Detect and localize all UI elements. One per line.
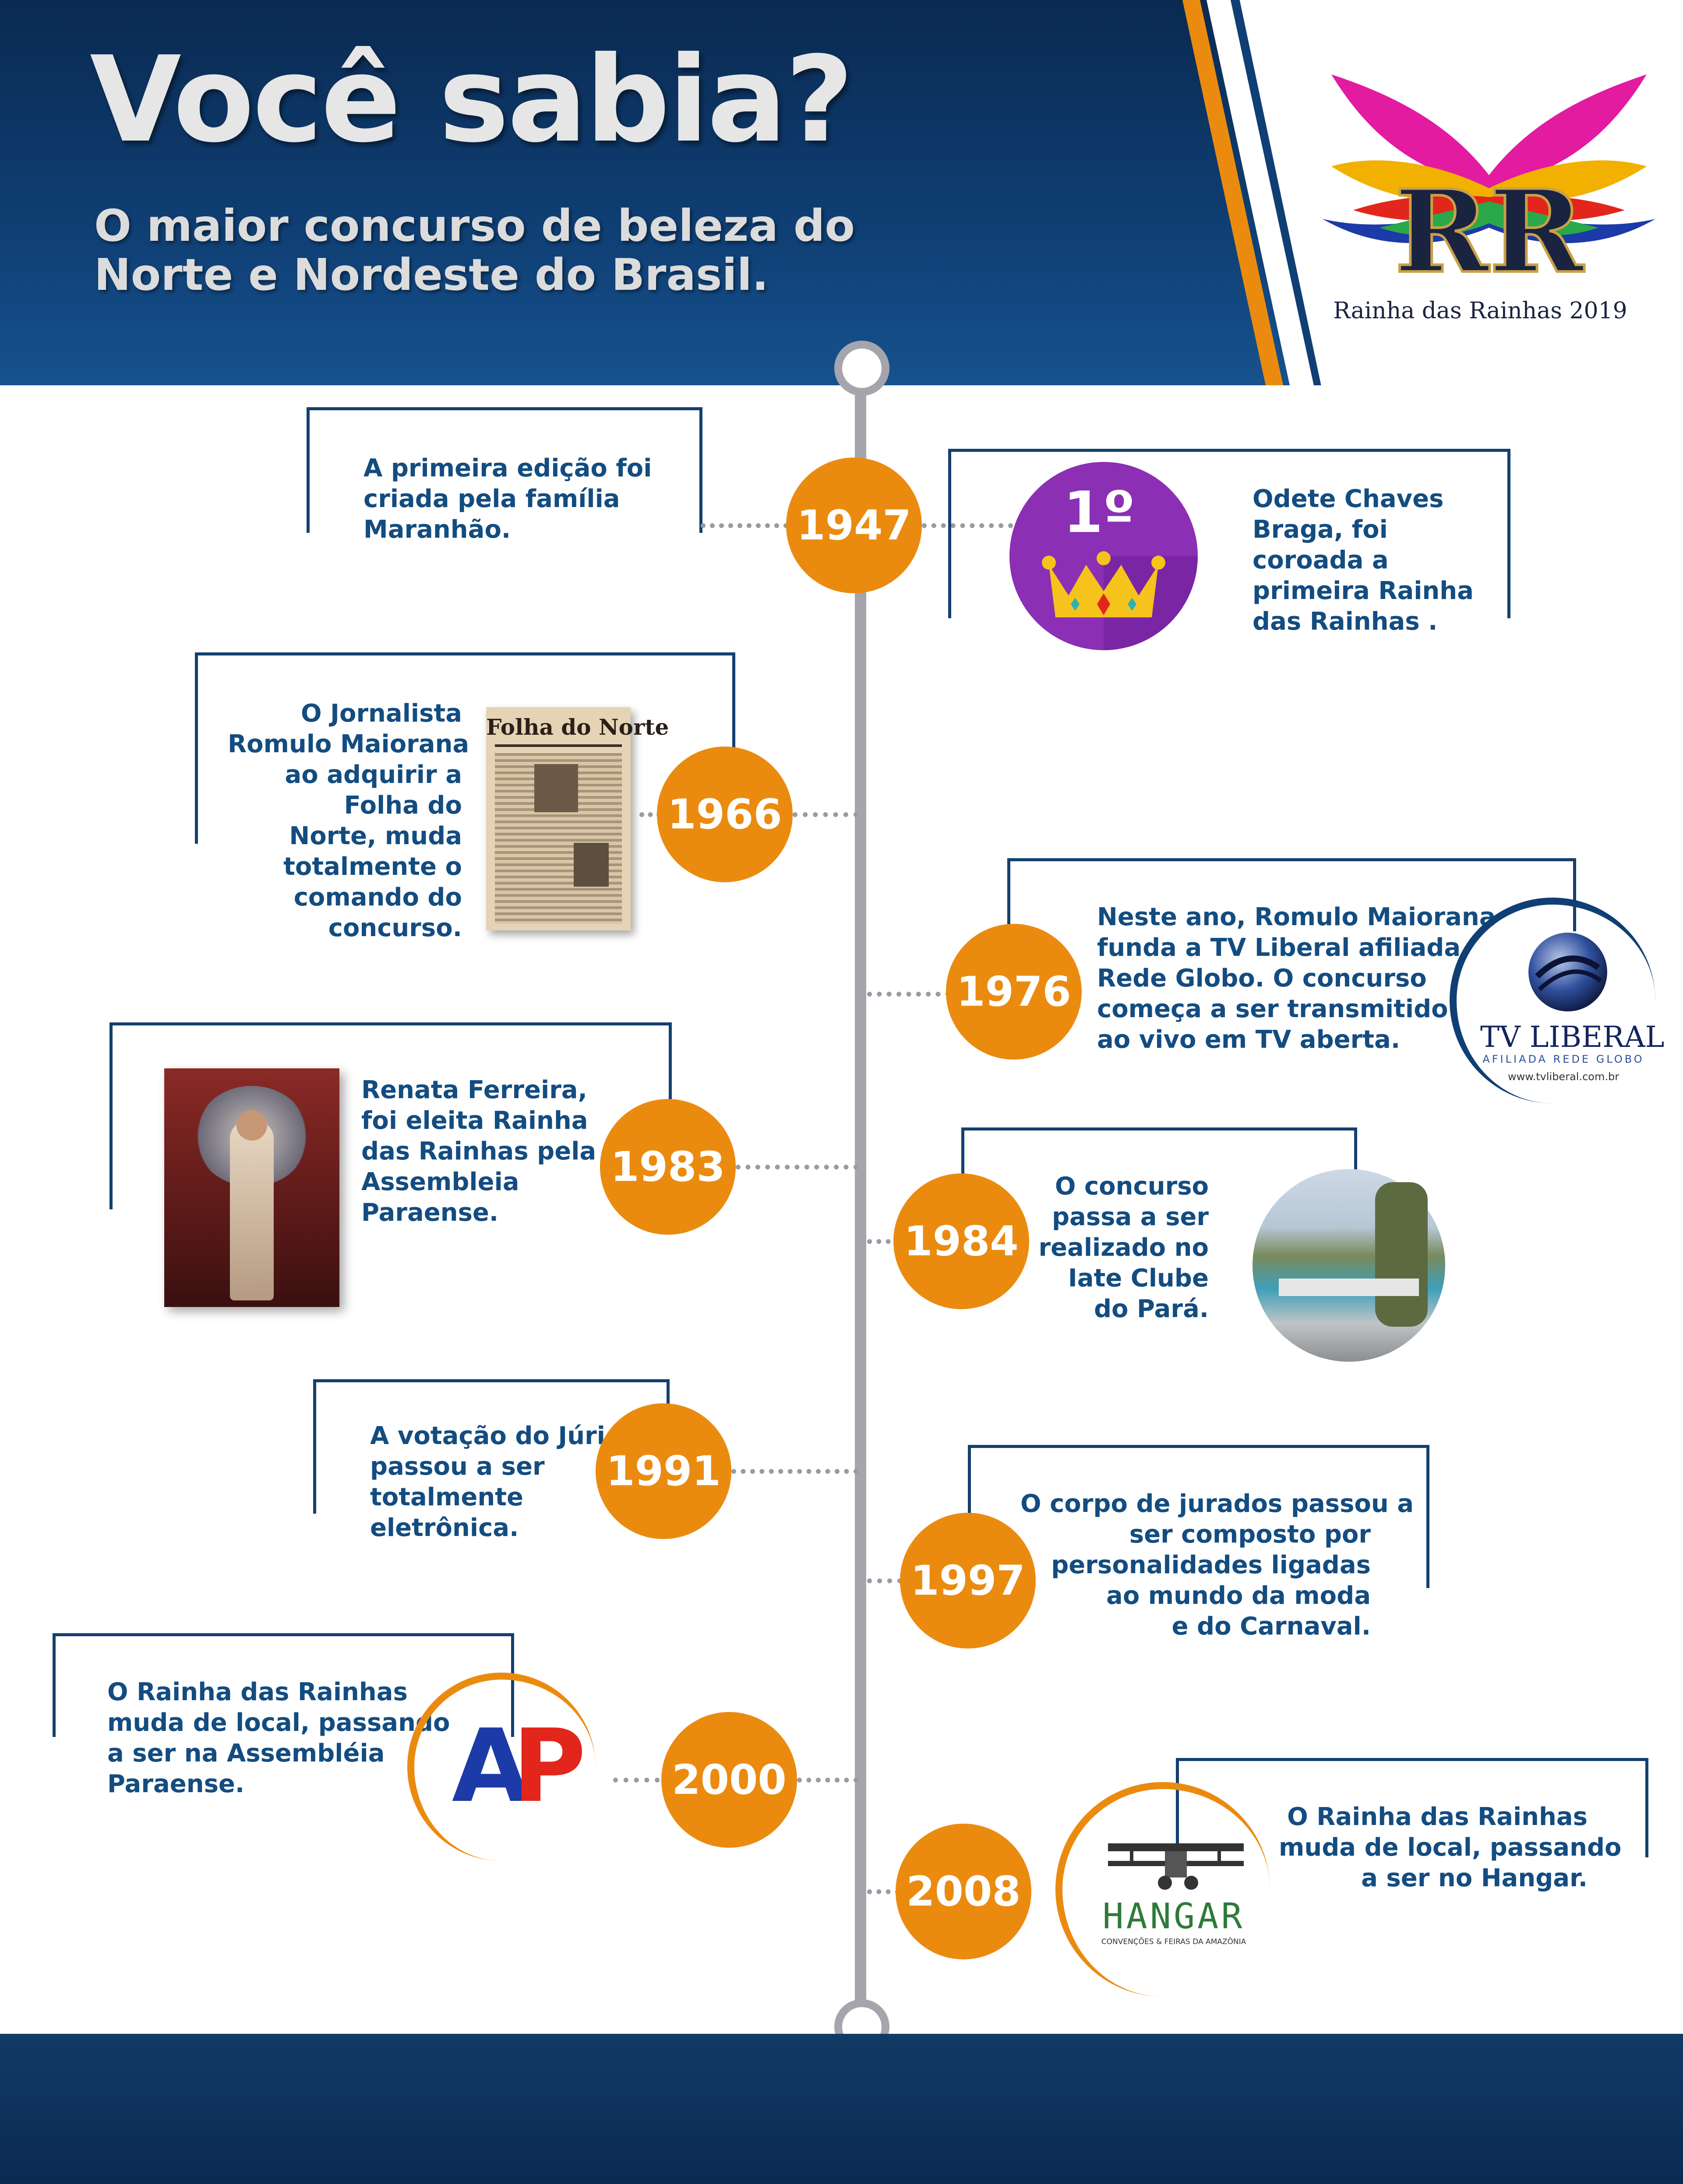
photo-figure (230, 1121, 274, 1300)
frame-1984 (961, 1127, 1357, 1174)
connector-1997-left (867, 1578, 902, 1583)
photo-tree (1375, 1182, 1428, 1327)
text-1966: O Jornalista Romulo Maiorana ao adquirir a Folha do Norte, muda totalmente o comando do concurso. (228, 699, 469, 942)
newspaper-masthead: Folha do Norte (486, 714, 669, 740)
year-bubble-1997: 1997 (900, 1513, 1036, 1649)
queen-photo-1983 (164, 1068, 339, 1307)
year-bubble-1984: 1984 (893, 1173, 1029, 1309)
year-bubble-2000: 2000 (661, 1712, 797, 1848)
year-bubble-1947: 1947 (786, 458, 922, 593)
newspaper-image (486, 707, 669, 930)
tv-liberal-name: TV LIBERAL (1480, 1020, 1665, 1054)
assembleia-paraense-logo: AP (452, 1708, 569, 1825)
photo-deck (1279, 1279, 1419, 1296)
subtitle-line-1: O maior concurso de beleza do (94, 200, 855, 251)
subtitle-line-2: Norte e Nordeste do Brasil. (94, 249, 769, 300)
text-1983: Renata Ferreira, foi eleita Rainha das Rainhas pela Assembleia Paraense. (361, 1076, 596, 1227)
newspaper-photo-2 (574, 843, 609, 887)
text-2000: O Rainha das Rainhas muda de local, passando a ser na Assembléia Paraense. (107, 1678, 450, 1798)
footer-band (0, 2034, 1683, 2184)
photo-head (236, 1110, 267, 1141)
connector-1966-right (793, 812, 858, 817)
text-1947-right: Odete Chaves Braga, foi coroada a primeira Rainha das Rainhas . (1253, 485, 1474, 636)
connector-2008-left (867, 1889, 900, 1894)
year-bubble-1983: 1983 (600, 1099, 736, 1235)
hangar-name: HANGAR (1102, 1896, 1245, 1937)
newspaper-rule (495, 744, 622, 747)
crown-badge-icon (1007, 460, 1200, 652)
iate-clube-photo (1253, 1169, 1445, 1362)
year-bubble-1966: 1966 (657, 747, 793, 882)
year-bubble-1976: 1976 (946, 924, 1082, 1060)
year-bubble-1991: 1991 (596, 1403, 731, 1539)
logo-caption: Rainha das Rainhas 2019 (1333, 298, 1627, 324)
frame-gap (694, 499, 697, 534)
connector-2000-right (797, 1778, 858, 1782)
connector-1976-left (867, 992, 950, 997)
badge-label: 1º (1063, 479, 1135, 546)
text-2008: O Rainha das Rainhas muda de local, passando a ser no Hangar. (1279, 1803, 1622, 1892)
text-1976: Neste ano, Romulo Maiorana funda a TV Liberal afiliada Rede Globo. O concurso começa a ser transmitido ao vivo em TV aberta. (1097, 903, 1496, 1054)
svg-text:RR: RR (1394, 165, 1584, 299)
connector-1983 (736, 1165, 858, 1169)
text-1991: A votação do Júri passou a ser totalmente eletrônica. (370, 1422, 605, 1542)
newspaper-photo (534, 764, 578, 812)
connector-1991 (731, 1469, 858, 1474)
text-1997: O corpo de jurados passou a ser composto por personalidades ligadas ao mundo da moda e do Carnaval. (1020, 1490, 1414, 1641)
timeline-start-node (834, 341, 889, 396)
page-title: Você sabia? (90, 31, 852, 169)
globe-icon (1524, 928, 1612, 1016)
page-subtitle (94, 201, 855, 299)
hangar-tagline: CONVENÇÕES & FEIRAS DA AMAZÔNIA (1101, 1937, 1246, 1946)
year-bubble-2008: 2008 (896, 1824, 1031, 1959)
connector-1947-left (701, 523, 788, 528)
timeline-spine (855, 385, 866, 2014)
rainha-das-rainhas-logo (1314, 66, 1664, 299)
text-1984: O concurso passa a ser realizado no Iate Clube do Pará. (1038, 1172, 1209, 1323)
tv-liberal-url: www.tvliberal.com.br (1507, 1071, 1619, 1083)
tv-liberal-tagline: AFILIADA REDE GLOBO (1482, 1053, 1644, 1065)
text-1947-left: A primeira edição foi criada pela família Maranhão. (363, 454, 652, 544)
airplane-icon (1104, 1830, 1248, 1900)
